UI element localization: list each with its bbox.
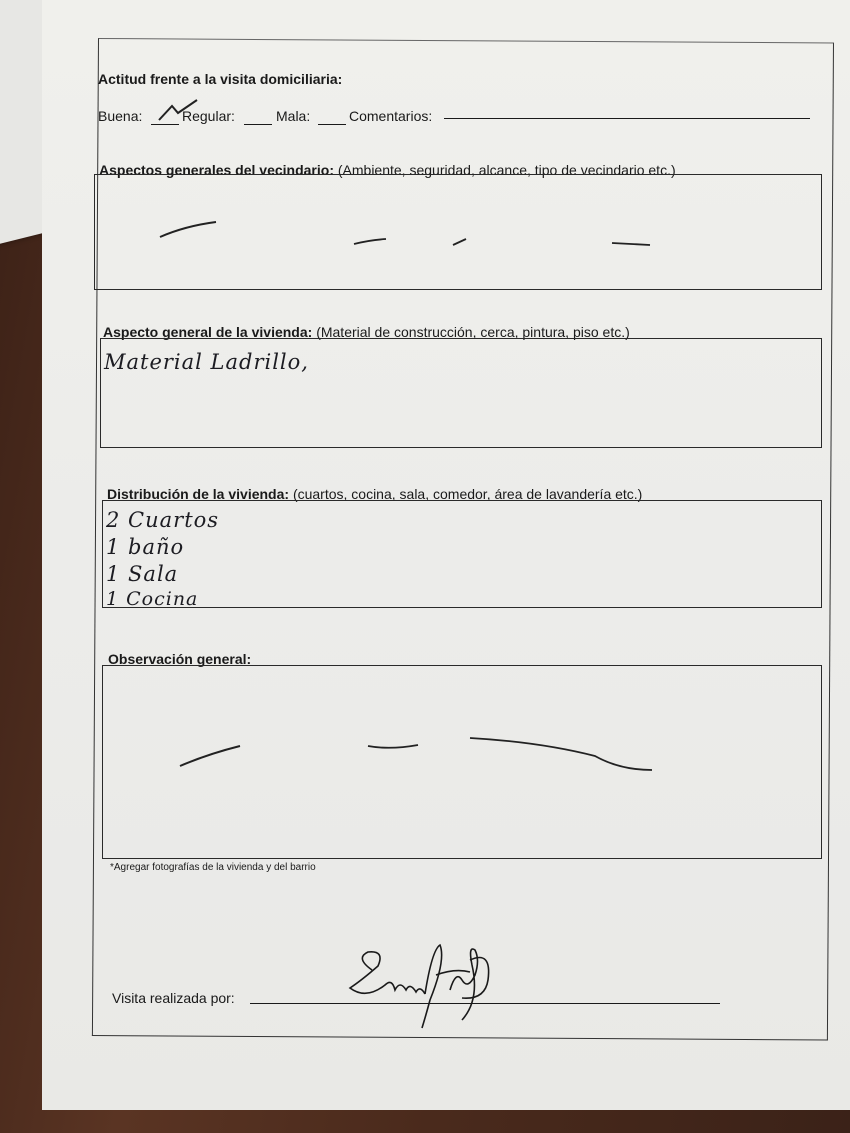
dash-stroke — [453, 239, 466, 245]
attitude-title: Actitud frente a la visita domiciliaria: — [98, 71, 343, 87]
photo-note: *Agregar fotografías de la vivienda y del barrio — [110, 862, 316, 873]
dash-stroke — [354, 239, 386, 244]
visit-by-label: Visita realizada por: — [112, 990, 235, 1006]
house-general-hint: (Material de construcción, cerca, pintura, piso etc.) — [316, 324, 630, 340]
dash-stroke — [160, 222, 216, 237]
distribution-line-1: 2 Cuartos — [106, 508, 220, 532]
option-mala-label: Mala: — [276, 108, 311, 124]
neighborhood-title: Aspectos generales del vecindario: — [99, 162, 334, 178]
distribution-hint: (cuartos, cocina, sala, comedor, área de lavandería etc.) — [292, 486, 643, 502]
house-general-handwriting: Material Ladrillo, — [104, 350, 309, 374]
comments-label: Comentarios: — [349, 108, 433, 124]
option-buena-label: Buena: — [98, 108, 143, 124]
dash-stroke — [612, 243, 650, 245]
signature-icon — [350, 945, 489, 1028]
house-general-title: Aspecto general de la vivienda: — [103, 324, 313, 340]
distribution-line-4: 1 Cocina — [106, 588, 199, 610]
distribution-title: Distribución de la vivienda: — [107, 486, 290, 502]
option-regular-label: Regular: — [182, 108, 235, 124]
observation-title: Observación general: — [108, 651, 252, 667]
dash-stroke — [368, 745, 418, 748]
dash-stroke — [470, 738, 652, 770]
distribution-line-3: 1 Sala — [106, 562, 179, 586]
neighborhood-hint: (Ambiente, seguridad, alcance, tipo de vecindario etc.) — [337, 162, 676, 178]
dash-stroke — [180, 746, 240, 766]
checkmark-icon — [159, 100, 197, 120]
distribution-line-2: 1 baño — [106, 535, 185, 559]
